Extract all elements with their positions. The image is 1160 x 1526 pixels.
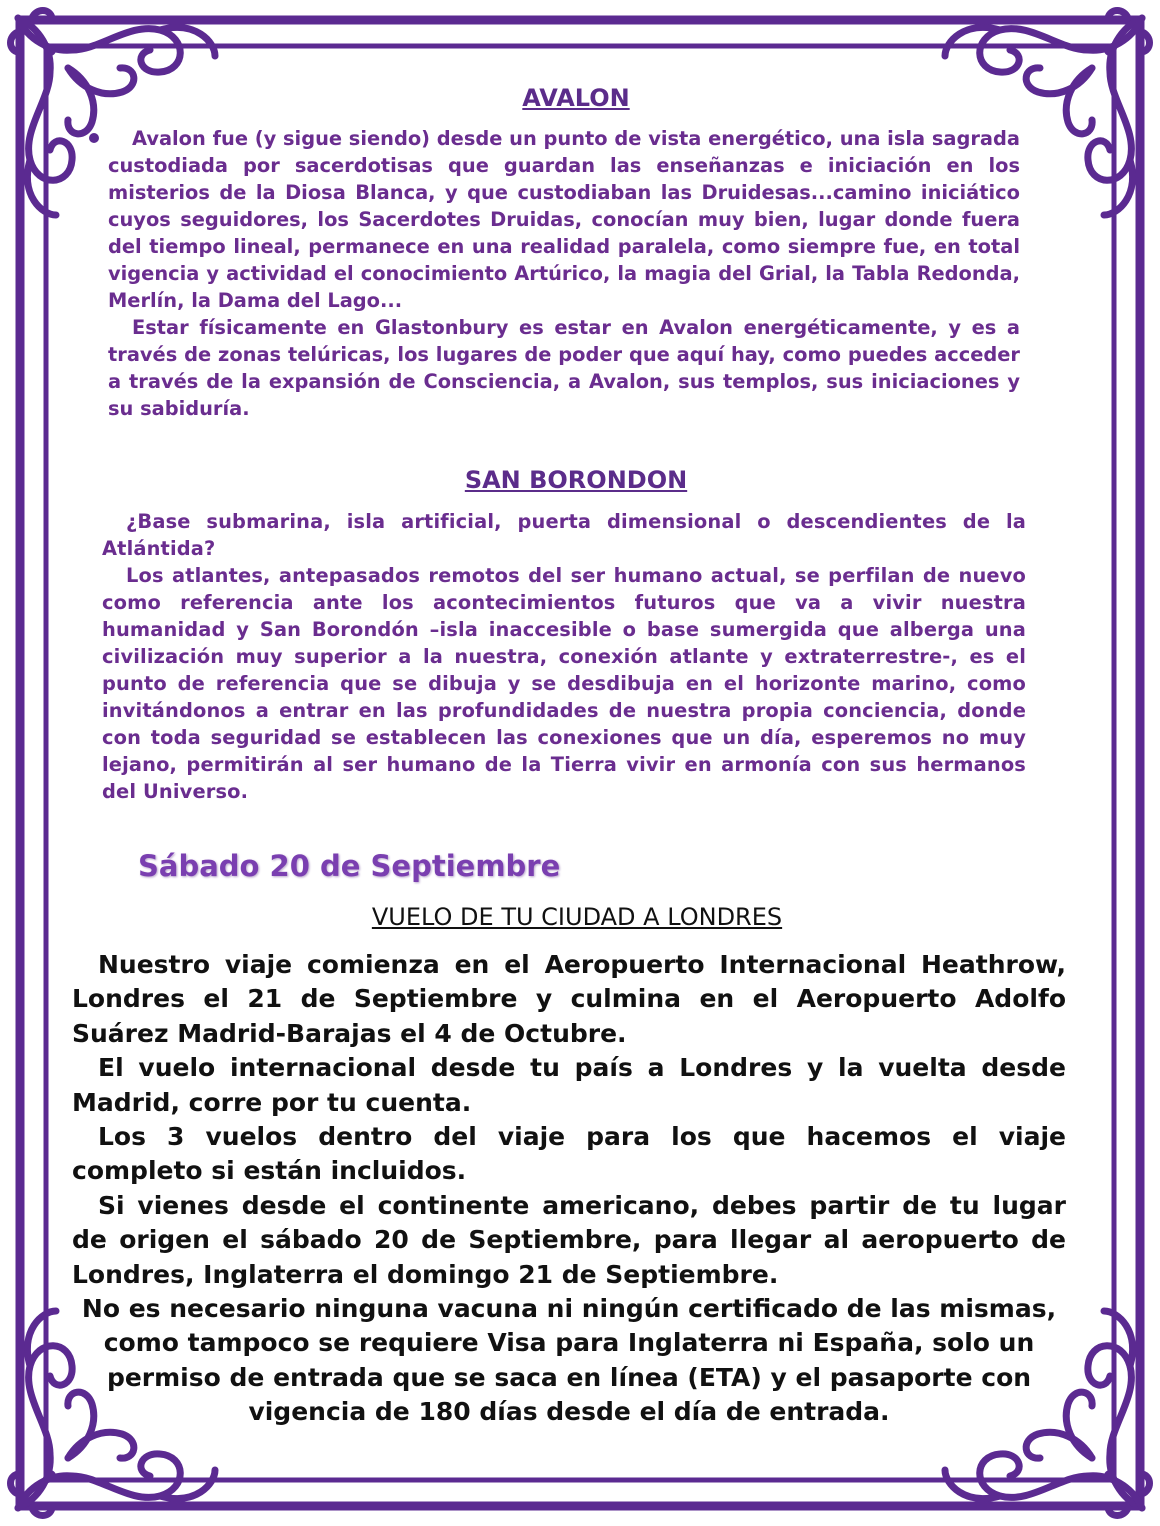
flight-body: [72, 948, 1066, 1430]
avalon-paragraph: Avalon fue (y sigue siendo) desde un punto de vista energético, una isla sagrada custodiada por sacerdotisas que guardan las enseñanzas e iniciación en los misterios de la Diosa Blanca, y que custodiaban las Druidesas...camino iniciático cuyos seguidores, los Sacerdotes Druidas, conocían muy bien, lugar donde fuera del tiempo lineal, permanece en una realidad paralela, como siempre fue, en total vigencia y actividad el conocimiento Artúrico, la magia del Grial, la Tabla Redonda, Merlín, la Dama del Lago...: [108, 127, 1020, 312]
flight-paragraph: El vuelo internacional desde tu país a Londres y la vuelta desde Madrid, corre por tu cuenta.: [72, 1053, 1066, 1117]
san-borondon-body: [102, 508, 1026, 805]
flight-section-title: VUELO DE TU CIUDAD A LONDRES: [371, 903, 783, 931]
san-borondon-paragraph: ¿Base submarina, isla artificial, puerta dimensional o descendientes de la Atlántida?: [102, 510, 1026, 560]
flight-note: No es necesario ninguna vacuna ni ningún certificado de las mismas, como tampoco se requiere Visa para Inglaterra ni España, solo un permiso de entrada que se saca en línea (ETA) y el pasaporte con vigencia de 180 días desde el día de entrada.: [81, 1294, 1057, 1427]
avalon-paragraph: Estar físicamente en Glastonbury es estar en Avalon energéticamente, y es a través de zonas telúricas, los lugares de poder que aquí hay, como puedes acceder a través de la expansión de Consciencia, a Avalon, sus templos, sus iniciaciones y su sabiduría.: [108, 316, 1020, 420]
flight-paragraph: Nuestro viaje comienza en el Aeropuerto Internacional Heathrow, Londres el 21 de Septiembre y culmina en el Aeropuerto Adolfo Suárez Madrid-Barajas el 4 de Octubre.: [72, 950, 1066, 1048]
flight-paragraph: Los 3 vuelos dentro del viaje para los que hacemos el viaje completo si están incluidos.: [72, 1122, 1066, 1186]
san-borondon-title: SAN BORONDON: [464, 466, 688, 494]
san-borondon-paragraph: Los atlantes, antepasados remotos del ser humano actual, se perfilan de nuevo como referencia ante los acontecimientos futuros que va a vivir nuestra humanidad y San Borondón –isla inaccesible o base sumergida que alberga una civilización muy superior a la nuestra, conexión atlante y extraterrestre-, es el punto de referencia que se dibuja y se desdibuja en el horizonte marino, como invitándonos a entrar en las profundidades de nuestra propia conciencia, donde con toda seguridad se establecen las conexiones que un día, esperemos no muy lejano, permitirán al ser humano de la Tierra vivir en armonía con sus hermanos del Universo.: [102, 564, 1026, 803]
avalon-body: [108, 125, 1020, 422]
flight-paragraph: Si vienes desde el continente americano, debes partir de tu lugar de origen el sábado 20 de Septiembre, para llegar al aeropuerto de Londres, Inglaterra el domingo 21 de Septiembre.: [72, 1190, 1066, 1289]
day-heading: Sábado 20 de Septiembre: [138, 849, 561, 883]
avalon-title: AVALON: [522, 84, 630, 112]
